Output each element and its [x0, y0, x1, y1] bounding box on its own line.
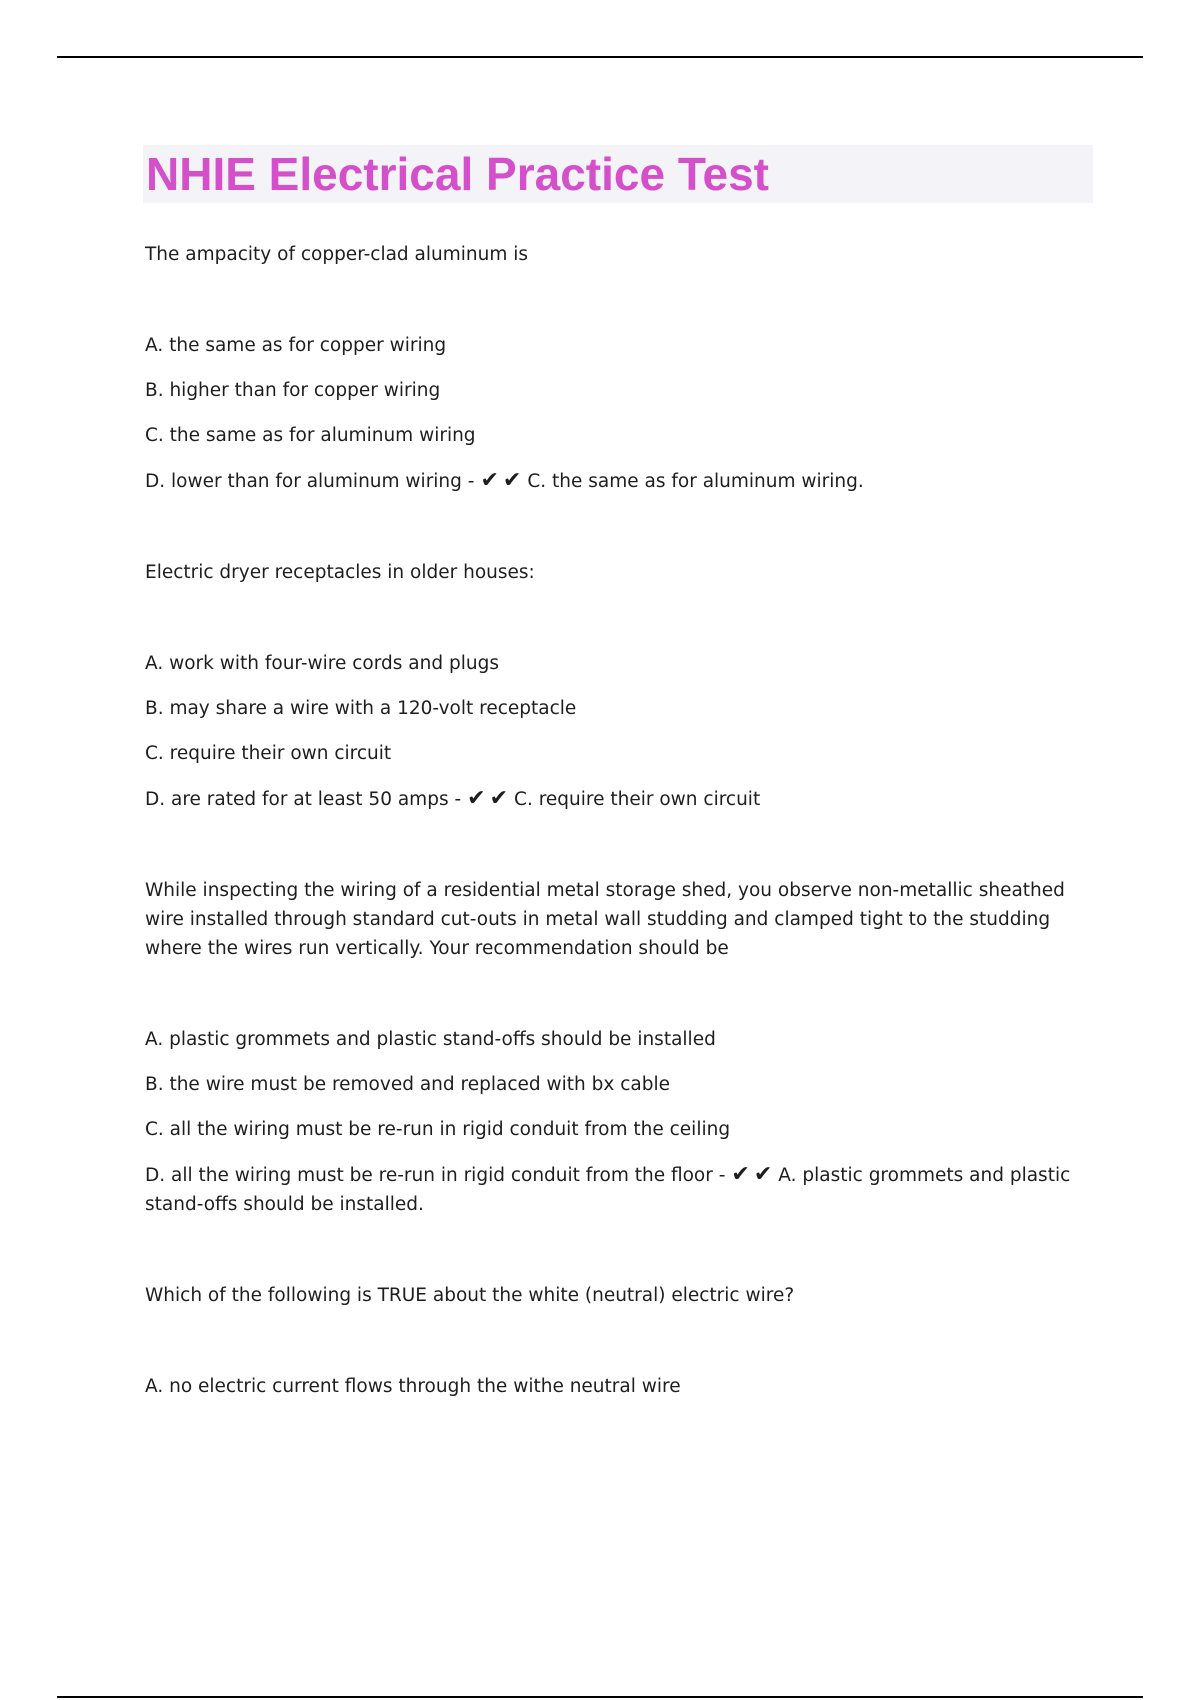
question-prompt: The ampacity of copper-clad aluminum is	[145, 244, 529, 265]
question-block	[145, 1281, 1095, 1401]
answer-option: B. the wire must be removed and replaced with bx cable	[145, 1074, 670, 1095]
question-prompt: Electric dryer receptacles in older houses:	[145, 562, 535, 583]
answer-option-text: D. lower than for aluminum wiring -	[145, 471, 475, 492]
answer-option-text: D. are rated for at least 50 amps -	[145, 789, 462, 810]
answer-option: C. all the wiring must be re-run in rigid conduit from the ceiling	[145, 1119, 731, 1140]
question-block	[145, 876, 1095, 1219]
answer-option: C. require their own circuit	[145, 743, 392, 764]
answer-option: B. may share a wire with a 120-volt receptacle	[145, 698, 577, 719]
question-block	[145, 240, 1095, 496]
answer-option: C. the same as for aluminum wiring	[145, 425, 476, 446]
answer-option: A. plastic grommets and plastic stand-offs should be installed	[145, 1029, 716, 1050]
answer-option-with-key	[145, 466, 1095, 496]
answer-option-text: D. all the wiring must be re-run in rigid conduit from the floor -	[145, 1165, 726, 1186]
question-prompt: While inspecting the wiring of a residential metal storage shed, you observe non-metallic sheathed wire installed through standard cut-outs in metal wall studding and clamped tight to the studding where the wires run vertically. Your recommendation should be	[145, 880, 1065, 959]
check-mark-icon: ✔✔	[467, 786, 513, 811]
top-rule	[57, 56, 1143, 58]
answer-option: A. work with four-wire cords and plugs	[145, 653, 499, 674]
correct-answer: C. the same as for aluminum wiring.	[527, 471, 864, 492]
check-mark-icon: ✔✔	[480, 468, 526, 493]
bottom-rule	[57, 1696, 1143, 1698]
answer-option-with-key	[145, 784, 1095, 814]
page-title: NHIE Electrical Practice Test	[146, 148, 769, 200]
answer-option: A. the same as for copper wiring	[145, 335, 447, 356]
question-block	[145, 558, 1095, 814]
correct-answer: C. require their own circuit	[514, 789, 761, 810]
check-mark-icon: ✔✔	[731, 1162, 777, 1187]
answer-option: A. no electric current flows through the withe neutral wire	[145, 1376, 681, 1397]
question-prompt: Which of the following is TRUE about the white (neutral) electric wire?	[145, 1285, 795, 1306]
question-list	[145, 240, 1095, 1463]
answer-option: B. higher than for copper wiring	[145, 380, 441, 401]
answer-option-with-key	[145, 1160, 1095, 1219]
correct-answer: A. plastic grommets and plastic stand-offs should be installed.	[145, 1165, 1071, 1215]
